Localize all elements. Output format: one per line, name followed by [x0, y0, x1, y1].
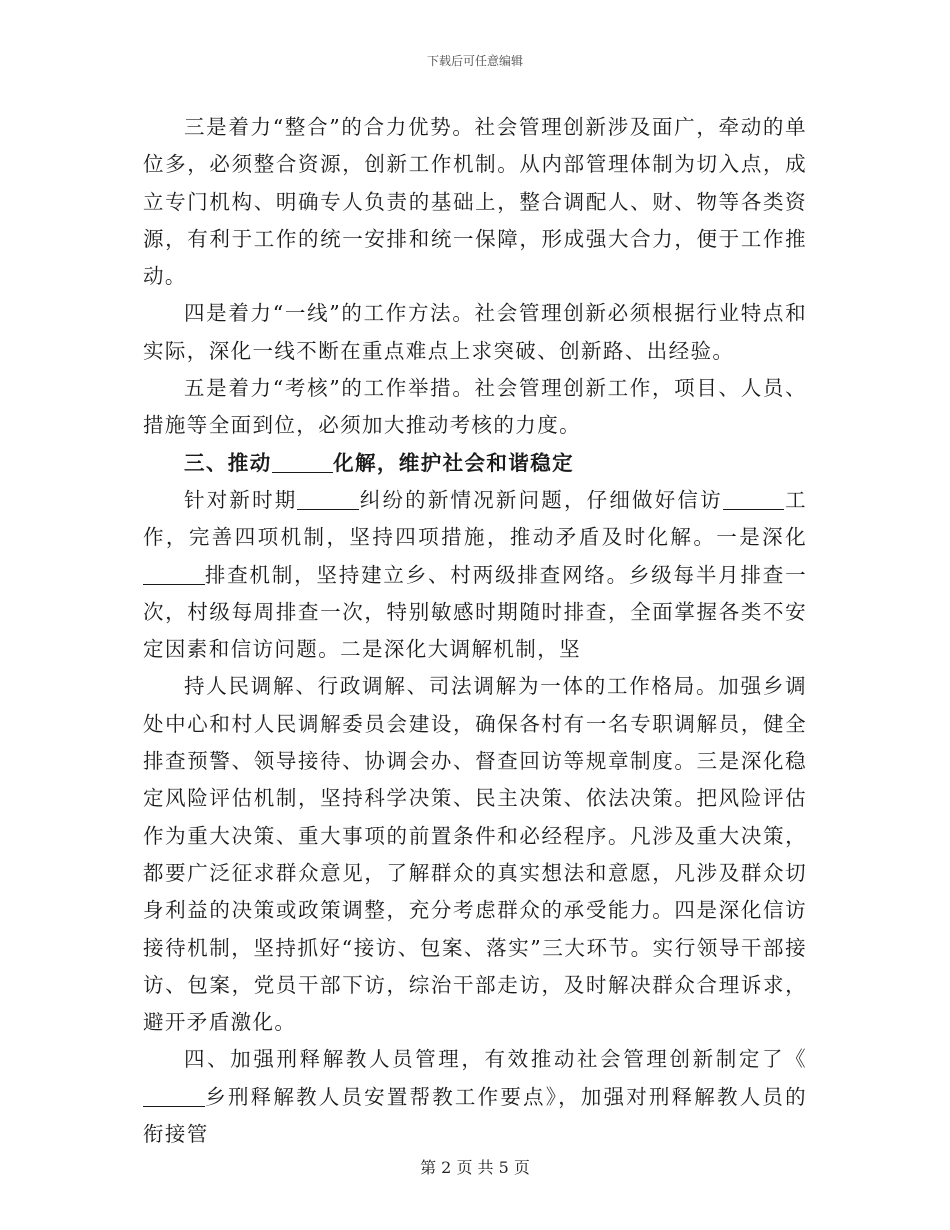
- blank-underline: [723, 489, 785, 511]
- paragraph-mediation: 持人民调解、行政调解、司法调解为一体的工作格局。加强乡调处中心和村人民调解委员会建设，确保各村有一名专职调解员，健全排查预警、领导接待、协调会办、督查回访等规章制度。三是深化稳定风险评估机制，坚持科学决策、民主决策、依法决策。把风险评估作为重大决策、重大事项的前置条件和必经程序。凡涉及重大决策，都要广泛征求群众意见，了解群众的真实想法和意愿，凡涉及群众切身利益的决策或政策调整，充分考虑群众的承受能力。四是深化信访接待机制，坚持抓好“接访、包案、落实”三大环节。实行领导干部接访、包案，党员干部下访，综治干部走访，及时解决群众合理诉求，避开矛盾激化。: [143, 674, 807, 1035]
- section-heading: [143, 445, 807, 482]
- document-body: [143, 109, 807, 1153]
- paragraph-assessment: 五是着力“考核”的工作举措。社会管理创新工作，项目、人员、措施等全面到位，必须加大推动考核的力度。: [143, 376, 807, 438]
- text-segment: 乡刑释解教人员安置帮教工作要点》，加强对刑释解教人员的衔接管: [143, 1084, 807, 1147]
- text-segment: 工作，完善四项机制，坚持四项措施，推动矛盾及时化解。一是深化: [143, 487, 808, 550]
- blank-underline: [143, 1085, 205, 1107]
- blank-underline: [143, 563, 205, 585]
- paragraph-integration: 三是着力“整合”的合力优势。社会管理创新涉及面广，牵动的单位多，必须整合资源，创新工作机制。从内部管理体制为切入点，成立专门机构、明确专人负责的基础上，整合调配人、财、物等各类资源，有利于工作的统一安排和统一保障，形成强大合力，便于工作推动。: [143, 115, 807, 289]
- heading-text-start: 三、推动: [184, 450, 272, 475]
- paragraph-frontline: 四是着力“一线”的工作方法。社会管理创新必须根据行业特点和实际，深化一线不断在重点难点上求突破、创新路、出经验。: [143, 301, 807, 363]
- blank-underline: [272, 451, 334, 473]
- heading-text-end: 化解，维护社会和谐稳定: [333, 450, 575, 475]
- page-number: 第 2 页 共 5 页: [420, 1158, 530, 1177]
- page-header: 下载后可任意编辑: [426, 54, 523, 68]
- paragraph-dispute-resolution: [143, 482, 807, 668]
- blank-underline: [297, 489, 359, 511]
- text-segment: 针对新时期: [184, 487, 298, 512]
- text-segment: 纠纷的新情况新问题，仔细做好信访: [358, 487, 723, 512]
- text-segment: 四、加强刑释解教人员管理，有效推动社会管理创新制定了《: [184, 1047, 807, 1072]
- text-segment: 排查机制，坚持建立乡、村两级排查网络。乡级每半月排查一次，村级每周排查一次，特别敏感时期随时排查，全面掌握各类不安定因素和信访问题。二是深化大调解机制，坚: [143, 562, 807, 662]
- paragraph-released-persons: [143, 1041, 807, 1153]
